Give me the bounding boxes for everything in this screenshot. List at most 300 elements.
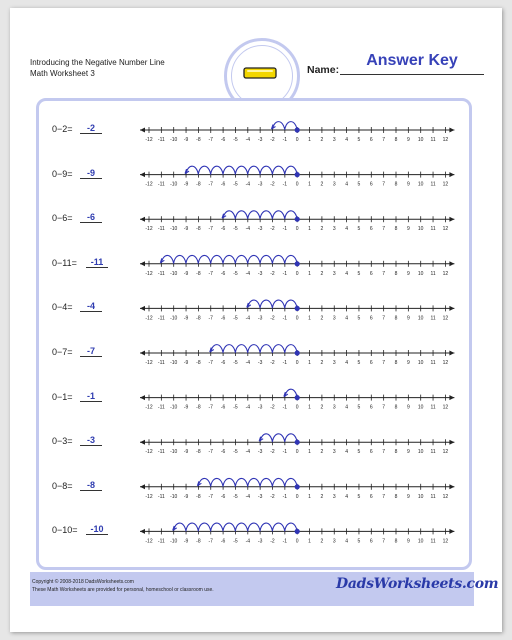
axis-arrow-right [449,529,454,534]
tick-label: -9 [183,226,189,233]
tick-label: -9 [183,315,189,322]
tick-label: 10 [417,137,424,143]
tick-label: 1 [308,137,311,143]
tick-label: -9 [183,181,189,188]
tick-label: -7 [208,181,213,188]
problem-answer: -1 [80,391,102,402]
start-point [295,217,300,222]
hop-arc [174,523,186,531]
tick-label: -9 [183,404,189,411]
tick-label: -4 [245,449,251,456]
axis-arrow-left [140,172,145,177]
tick-label: 4 [345,270,348,277]
problem-equation: 0−10= [52,525,78,536]
tick-label: -12 [145,181,153,188]
tick-label: -4 [245,493,251,500]
tick-label: -6 [220,538,226,545]
number-line [140,166,454,187]
number-line [140,122,454,143]
hop-arc [223,211,235,219]
hop-arc [260,300,272,308]
tick-label: 4 [345,449,348,456]
tick-label: -6 [220,181,226,188]
tick-label: -3 [257,315,263,322]
tick-label: 0 [295,137,299,143]
tick-label: 8 [394,493,398,500]
tick-label: 2 [320,270,324,277]
tick-label: 2 [320,538,324,545]
hop-arc [211,166,223,174]
tick-label: -8 [196,226,201,233]
tick-label: -6 [220,226,226,233]
tick-label: 6 [369,360,373,366]
tick-label: -5 [233,181,238,188]
tick-label: 11 [430,449,436,456]
tick-label: 5 [357,493,361,500]
tick-label: 2 [320,226,324,233]
number-line [140,255,454,276]
tick-label: 12 [442,137,449,143]
axis-arrow-left [140,128,145,133]
tick-label: 2 [320,181,324,188]
hop-arc [248,523,260,531]
hop-arc [273,211,285,219]
tick-label: -11 [157,404,165,411]
tick-label: 1 [308,493,311,500]
tick-label: -3 [257,137,263,143]
tick-label: 11 [430,360,436,366]
tick-label: -12 [145,360,153,366]
tick-label: 12 [442,181,449,188]
tick-label: 7 [382,360,386,366]
tick-label: -9 [183,493,189,500]
tick-label: 12 [442,315,449,322]
tick-label: -8 [196,315,201,322]
tick-label: 9 [406,538,410,545]
tick-label: -11 [157,137,165,143]
hop-arc [273,300,285,308]
tick-label: -10 [170,493,178,500]
tick-label: 3 [332,226,336,233]
hop-arc [235,211,247,219]
tick-label: 0 [295,538,299,545]
tick-label: 9 [406,493,410,500]
tick-label: 0 [295,315,299,322]
hop-arc [198,523,210,531]
tick-label: 10 [417,449,424,456]
tick-label: -1 [282,270,288,277]
problem-equation: 0−6= [52,213,73,224]
tick-label: 1 [308,226,311,233]
tick-label: 4 [345,226,348,233]
axis-arrow-left [140,529,145,534]
hop-arc [235,255,247,263]
hop-arc [223,255,235,263]
tick-label: -12 [145,449,153,456]
number-line [140,523,454,544]
tick-label: -3 [257,449,263,456]
tick-label: -1 [282,137,288,143]
tick-label: -5 [233,538,238,545]
tick-label: -1 [282,493,288,500]
tick-label: -4 [245,181,251,188]
tick-label: 8 [394,449,398,456]
tick-label: -2 [270,404,275,411]
tick-label: 2 [320,137,324,143]
tick-label: 7 [382,137,386,143]
number-line [140,211,454,232]
tick-label: -7 [208,226,213,233]
tick-label: -1 [282,449,288,456]
tick-label: 3 [332,493,336,500]
problem-answer: -4 [80,301,102,312]
tick-label: -5 [233,360,238,366]
tick-label: 11 [430,404,436,411]
tick-label: 9 [406,137,410,143]
problem-answer: -11 [86,257,108,268]
tick-label: -7 [208,315,213,322]
tick-label: -12 [145,270,153,277]
hop-arc [186,523,198,531]
tick-label: 2 [320,404,324,411]
tick-label: -4 [245,404,251,411]
problem-answer: -10 [86,524,108,535]
tick-label: 3 [332,181,336,188]
tick-label: 6 [369,181,373,188]
tick-label: 5 [357,315,361,322]
axis-arrow-right [449,395,454,400]
tick-label: 11 [430,493,436,500]
hop-arc [235,345,247,353]
tick-label: 4 [345,137,348,143]
tick-label: -11 [157,315,165,322]
tick-label: -9 [183,360,189,366]
tick-label: -3 [257,493,263,500]
axis-arrow-left [140,217,145,222]
tick-label: -4 [245,360,251,366]
tick-label: -5 [233,449,238,456]
tick-label: 7 [382,181,386,188]
brand-logo: DadsWorksheets.com [336,576,499,592]
tick-label: -2 [270,360,275,366]
tick-label: -7 [208,404,213,411]
tick-label: -2 [270,538,275,545]
tick-label: -1 [282,181,288,188]
tick-label: 8 [394,538,398,545]
tick-label: -9 [183,137,189,143]
tick-label: -10 [170,538,178,545]
hop-arc [211,345,223,353]
tick-label: 2 [320,493,324,500]
problem-equation: 0−1= [52,391,73,402]
tick-label: -11 [157,493,165,500]
problem-answer: -7 [80,346,102,357]
tick-label: 4 [345,181,348,188]
tick-label: 6 [369,137,373,143]
tick-label: -7 [208,137,213,143]
tick-label: -2 [270,181,275,188]
worksheet-title: Introducing the Negative Number Line [30,58,165,67]
tick-label: 12 [442,404,449,411]
tick-label: -7 [208,270,213,277]
tick-label: -2 [270,493,275,500]
tick-label: 10 [417,493,424,500]
tick-label: 0 [295,404,299,411]
axis-arrow-right [449,128,454,133]
tick-label: -6 [220,404,226,411]
tick-label: 6 [369,226,373,233]
tick-label: -8 [196,493,201,500]
tick-label: 12 [442,270,449,277]
tick-label: 6 [369,404,373,411]
hop-arc [223,345,235,353]
tick-label: 7 [382,493,386,500]
tick-label: 11 [430,137,436,143]
tick-label: 8 [394,360,398,366]
hop-arc [260,434,272,442]
tick-label: 2 [320,360,324,366]
tick-label: -6 [220,315,226,322]
tick-label: 2 [320,315,324,322]
hop-arc [211,255,223,263]
hop-arc [235,166,247,174]
tick-label: -5 [233,315,238,322]
tick-label: 11 [430,538,436,545]
hop-arc [260,345,272,353]
tick-label: 3 [332,270,336,277]
tick-label: -11 [157,226,165,233]
tick-label: 1 [308,538,311,545]
tick-label: 10 [417,538,424,545]
tick-label: -3 [257,404,263,411]
hop-arc [260,211,272,219]
tick-label: -6 [220,493,226,500]
axis-arrow-right [449,172,454,177]
tick-label: -10 [170,449,178,456]
tick-label: 4 [345,493,348,500]
tick-label: 0 [295,270,299,277]
tick-label: -3 [257,226,263,233]
tick-label: -8 [196,181,201,188]
tick-label: -8 [196,137,201,143]
tick-label: 5 [357,360,361,366]
worksheet-subtitle: Math Worksheet 3 [30,69,95,78]
tick-label: 6 [369,493,373,500]
axis-arrow-left [140,395,145,400]
tick-label: 6 [369,270,373,277]
tick-label: -1 [282,226,288,233]
tick-label: -8 [196,538,201,545]
tick-label: 1 [308,315,311,322]
tick-label: 6 [369,315,373,322]
tick-label: -1 [282,315,288,322]
tick-label: -2 [270,270,275,277]
axis-arrow-right [449,484,454,489]
number-line [140,300,454,321]
hop-arc [248,166,260,174]
tick-label: -7 [208,449,213,456]
hop-arc [248,211,260,219]
tick-label: -8 [196,270,201,277]
hop-arc [235,523,247,531]
tick-label: -5 [233,493,238,500]
tick-label: -3 [257,360,263,366]
hop-arc [198,478,210,486]
hop-arc [273,166,285,174]
tick-label: 1 [308,404,311,411]
tick-label: 10 [417,270,424,277]
tick-label: 0 [295,449,299,456]
tick-label: -4 [245,538,251,545]
tick-label: 5 [357,449,361,456]
tick-label: 7 [382,449,386,456]
problem-answer: -3 [80,435,102,446]
tick-label: 10 [417,181,424,188]
tick-label: 10 [417,226,424,233]
start-point [295,127,300,132]
tick-label: 3 [332,538,336,545]
tick-label: -6 [220,270,226,277]
tick-label: 5 [357,538,361,545]
hop-arc [223,166,235,174]
start-point [295,529,300,534]
tick-label: 10 [417,404,424,411]
tick-label: 3 [332,449,336,456]
tick-label: -10 [170,270,178,277]
tick-label: -6 [220,137,226,143]
tick-label: 5 [357,137,361,143]
hop-arc [248,300,260,308]
hop-arc [198,255,210,263]
tick-label: -8 [196,360,201,366]
tick-label: -7 [208,360,213,366]
hop-arc [161,255,173,263]
tick-label: -6 [220,449,226,456]
tick-label: 8 [394,137,398,143]
tick-label: 0 [295,226,299,233]
tick-label: 12 [442,449,449,456]
hop-arc [248,255,260,263]
tick-label: -8 [196,404,201,411]
tick-label: 5 [357,270,361,277]
start-point [295,440,300,445]
tick-label: 11 [430,226,436,233]
hop-arc [273,122,285,130]
tick-label: 11 [430,315,436,322]
hop-arc [273,255,285,263]
tick-label: -1 [282,404,288,411]
tick-label: -12 [145,493,153,500]
tick-label: 8 [394,404,398,411]
tick-label: -5 [233,137,238,143]
problem-equation: 0−4= [52,302,73,313]
axis-arrow-right [449,440,454,445]
tick-label: -10 [170,181,178,188]
tick-label: 8 [394,226,398,233]
tick-label: 4 [345,360,348,366]
tick-label: -4 [245,315,251,322]
hop-arc [248,478,260,486]
axis-arrow-left [140,484,145,489]
tick-label: -3 [257,270,263,277]
tick-label: 8 [394,181,398,188]
tick-label: -2 [270,226,275,233]
tick-label: -5 [233,270,238,277]
tick-label: 5 [357,404,361,411]
tick-label: -8 [196,449,201,456]
tick-label: 5 [357,226,361,233]
tick-label: 4 [345,315,348,322]
tick-label: -12 [145,315,153,322]
tick-label: -2 [270,449,275,456]
tick-label: -12 [145,137,153,143]
tick-label: -9 [183,270,189,277]
tick-label: 10 [417,315,424,322]
number-line [140,434,454,455]
tick-label: 7 [382,270,386,277]
hop-arc [273,523,285,531]
tick-label: -1 [282,360,288,366]
tick-label: 8 [394,270,398,277]
hop-arc [223,523,235,531]
tick-label: 6 [369,538,373,545]
tick-label: 3 [332,404,336,411]
hop-arc [273,345,285,353]
axis-arrow-left [140,261,145,266]
tick-label: -12 [145,404,153,411]
axis-arrow-left [140,351,145,356]
tick-label: -10 [170,226,178,233]
hop-arc [223,478,235,486]
problem-equation: 0−7= [52,347,73,357]
problem-equation: 0−2= [52,124,73,134]
tick-label: 9 [406,404,410,411]
disclaimer-text: These Math Worksheets are provided for personal, homeschool or classroom use. [32,587,214,593]
tick-label: -1 [282,538,288,545]
tick-label: -11 [157,270,165,277]
tick-label: 7 [382,538,386,545]
tick-label: -12 [145,538,153,545]
tick-label: -3 [257,181,263,188]
tick-label: 9 [406,315,410,322]
hop-arc [260,478,272,486]
start-point [295,484,300,489]
tick-label: 7 [382,315,386,322]
problem-equation: 0−3= [52,436,73,447]
tick-label: 12 [442,360,449,366]
tick-label: -5 [233,226,238,233]
axis-arrow-right [449,306,454,311]
tick-label: 5 [357,181,361,188]
copyright-text: Copyright © 2008-2018 DadsWorksheets.com [32,579,134,585]
start-point [295,350,300,355]
tick-label: -6 [220,360,226,366]
tick-label: -9 [183,449,189,456]
tick-label: -2 [270,315,275,322]
tick-label: 11 [430,270,436,277]
hop-arc [211,523,223,531]
tick-label: 0 [295,360,299,366]
tick-label: 9 [406,449,410,456]
tick-label: 12 [442,538,449,545]
tick-label: 3 [332,137,336,143]
hop-arc [211,478,223,486]
tick-label: -9 [183,538,189,545]
tick-label: 0 [295,493,299,500]
problem-equation: 0−9= [52,168,73,179]
hop-arc [198,166,210,174]
tick-label: 3 [332,315,336,322]
